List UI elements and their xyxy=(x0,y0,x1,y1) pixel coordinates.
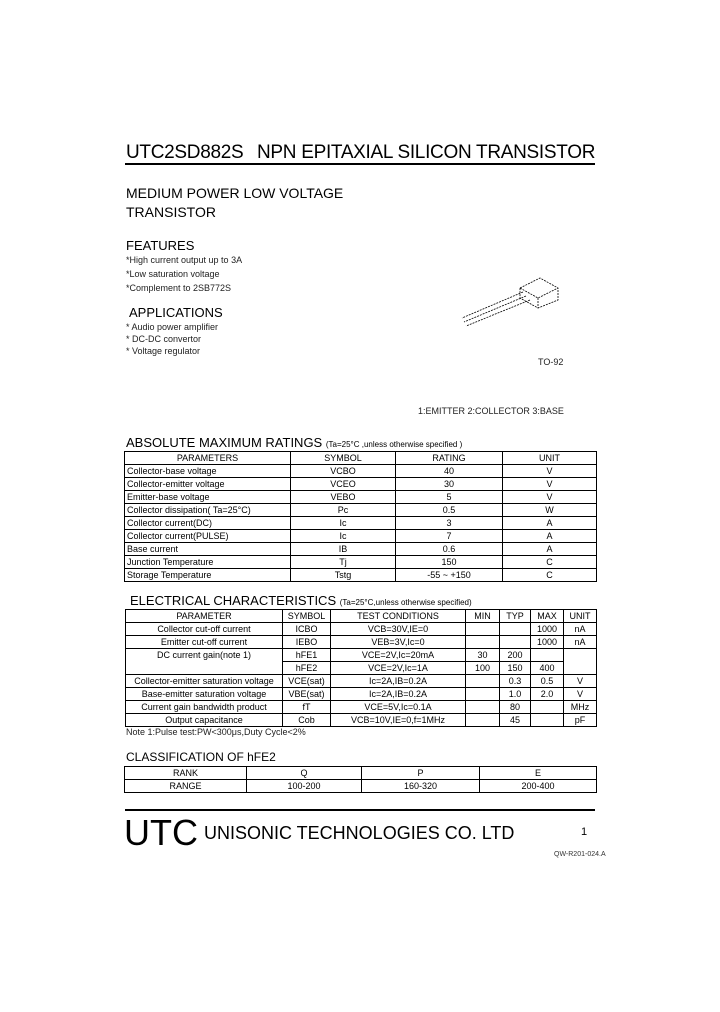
table-cell: V xyxy=(503,478,597,491)
table-cell: 200 xyxy=(500,649,531,662)
table-cell xyxy=(564,662,597,675)
table-cell: Output capacitance xyxy=(126,714,283,727)
header-cell: TYP xyxy=(500,610,531,623)
header-cell: TEST CONDITIONS xyxy=(331,610,466,623)
table-row xyxy=(125,504,597,517)
footer-rule xyxy=(125,809,595,811)
applications-heading: APPLICATIONS xyxy=(129,305,223,320)
table-cell: ICBO xyxy=(283,623,331,636)
table-row xyxy=(126,636,597,649)
table-cell xyxy=(466,701,500,714)
table-cell: Junction Temperature xyxy=(125,556,291,569)
table-row xyxy=(125,569,597,582)
table-row xyxy=(125,543,597,556)
table-row xyxy=(126,714,597,727)
table-cell: 45 xyxy=(500,714,531,727)
range-cell: 160-320 xyxy=(362,780,480,793)
table-row xyxy=(125,767,597,780)
table-cell: Base current xyxy=(125,543,291,556)
table-cell: Collector dissipation( Ta=25°C) xyxy=(125,504,291,517)
table-cell: 30 xyxy=(396,478,503,491)
utc-logo: UTC xyxy=(124,812,198,853)
header-cell: MIN xyxy=(466,610,500,623)
package-name: TO-92 xyxy=(538,357,564,367)
rank-label: RANK xyxy=(125,767,247,780)
table-cell: W xyxy=(503,504,597,517)
table-cell: VCE(sat) xyxy=(283,675,331,688)
table-row xyxy=(126,662,597,675)
table-cell: VCE=2V,Ic=1A xyxy=(331,662,466,675)
table-cell: nA xyxy=(564,623,597,636)
table-cell: Base-emitter saturation voltage xyxy=(126,688,283,701)
title-rule xyxy=(125,163,595,165)
table-cell: nA xyxy=(564,636,597,649)
table-cell: Collector current(DC) xyxy=(125,517,291,530)
table-cell: Tstg xyxy=(291,569,396,582)
header-cell: PARAMETER xyxy=(126,610,283,623)
table-cell xyxy=(531,649,564,662)
table-cell: 30 xyxy=(466,649,500,662)
range-label: RANGE xyxy=(125,780,247,793)
table-cell: 150 xyxy=(500,662,531,675)
table-row xyxy=(126,623,597,636)
table-row xyxy=(125,556,597,569)
table-cell: VCB=10V,IE=0,f=1MHz xyxy=(331,714,466,727)
table-cell: VCB=30V,IE=0 xyxy=(331,623,466,636)
range-cell: 200-400 xyxy=(480,780,597,793)
table-row xyxy=(125,465,597,478)
table-cell: Cob xyxy=(283,714,331,727)
header-cell: RATING xyxy=(396,452,503,465)
table-cell: 0.5 xyxy=(396,504,503,517)
table-cell: -55 ~ +150 xyxy=(396,569,503,582)
table-header-row xyxy=(126,610,597,623)
table-cell: IB xyxy=(291,543,396,556)
table-cell: Ic xyxy=(291,530,396,543)
table-row xyxy=(125,478,597,491)
table-cell: VCBO xyxy=(291,465,396,478)
elec-title: ELECTRICAL CHARACTERISTICS xyxy=(130,593,337,608)
table-cell: V xyxy=(564,675,597,688)
rank-cell: P xyxy=(362,767,480,780)
rank-cell: E xyxy=(480,767,597,780)
page-title: NPN EPITAXIAL SILICON TRANSISTOR xyxy=(257,142,596,163)
table-cell: Ic=2A,IB=0.2A xyxy=(331,675,466,688)
table-cell: V xyxy=(564,688,597,701)
table-cell: 150 xyxy=(396,556,503,569)
elec-heading xyxy=(130,593,472,608)
table-cell: Collector-base voltage xyxy=(125,465,291,478)
table-row xyxy=(126,649,597,662)
abs-max-table xyxy=(124,451,597,582)
table-row xyxy=(125,530,597,543)
table-cell: A xyxy=(503,517,597,530)
range-cell: 100-200 xyxy=(247,780,362,793)
table-cell: 0.6 xyxy=(396,543,503,556)
table-cell xyxy=(500,636,531,649)
table-cell xyxy=(466,636,500,649)
header-cell: SYMBOL xyxy=(291,452,396,465)
table-cell xyxy=(564,649,597,662)
table-cell: 1.0 xyxy=(500,688,531,701)
company-name: UNISONIC TECHNOLOGIES CO. LTD xyxy=(204,823,515,843)
table-cell: Collector-emitter saturation voltage xyxy=(126,675,283,688)
table-cell: 0.3 xyxy=(500,675,531,688)
table-cell: A xyxy=(503,530,597,543)
pin-assignment: 1:EMITTER 2:COLLECTOR 3:BASE xyxy=(418,406,564,416)
table-cell xyxy=(531,701,564,714)
classification-table xyxy=(124,766,597,793)
feature-item: *Complement to 2SB772S xyxy=(126,283,232,293)
table-cell: 0.5 xyxy=(531,675,564,688)
table-cell: VCE=2V,Ic=20mA xyxy=(331,649,466,662)
table-header-row xyxy=(125,452,597,465)
header-cell: UNIT xyxy=(503,452,597,465)
table-cell: Collector-emitter voltage xyxy=(125,478,291,491)
elec-footnote: Note 1:Pulse test:PW<300μs,Duty Cycle<2% xyxy=(126,727,306,737)
elec-table xyxy=(125,609,597,727)
table-cell: Emitter cut-off current xyxy=(126,636,283,649)
to92-package-drawing xyxy=(458,270,568,330)
header-cell: UNIT xyxy=(564,610,597,623)
table-cell: 80 xyxy=(500,701,531,714)
table-cell: VEB=3V,Ic=0 xyxy=(331,636,466,649)
table-cell: 1000 xyxy=(531,623,564,636)
elec-note: (Ta=25°C,unless otherwise specified) xyxy=(339,598,472,607)
table-cell: fT xyxy=(283,701,331,714)
application-item: * Audio power amplifier xyxy=(126,322,219,332)
table-cell: MHz xyxy=(564,701,597,714)
table-cell: 2.0 xyxy=(531,688,564,701)
table-cell: 1000 xyxy=(531,636,564,649)
feature-item: *High current output up to 3A xyxy=(126,255,243,265)
table-cell xyxy=(126,662,283,675)
table-cell: 3 xyxy=(396,517,503,530)
table-cell: hFE1 xyxy=(283,649,331,662)
table-cell: C xyxy=(503,556,597,569)
table-cell: Current gain bandwidth product xyxy=(126,701,283,714)
table-cell: 400 xyxy=(531,662,564,675)
abs-max-title: ABSOLUTE MAXIMUM RATINGS xyxy=(126,435,323,450)
application-item: * Voltage regulator xyxy=(126,346,201,356)
table-cell: Collector current(PULSE) xyxy=(125,530,291,543)
subtitle-line-2: TRANSISTOR xyxy=(126,204,216,220)
table-cell xyxy=(500,623,531,636)
application-item: * DC-DC convertor xyxy=(126,334,202,344)
table-row xyxy=(126,675,597,688)
table-cell: 100 xyxy=(466,662,500,675)
table-cell: Tj xyxy=(291,556,396,569)
table-cell xyxy=(466,688,500,701)
table-cell: VCEO xyxy=(291,478,396,491)
feature-item: *Low saturation voltage xyxy=(126,269,220,279)
header-cell: PARAMETERS xyxy=(125,452,291,465)
table-cell: VCE=5V,Ic=0.1A xyxy=(331,701,466,714)
table-cell: Pc xyxy=(291,504,396,517)
table-cell: hFE2 xyxy=(283,662,331,675)
table-cell: V xyxy=(503,465,597,478)
table-cell xyxy=(466,714,500,727)
table-cell: 7 xyxy=(396,530,503,543)
doc-code: QW-R201-024.A xyxy=(554,851,606,858)
abs-max-note: (Ta=25°C ,unless otherwise specified ) xyxy=(325,440,463,449)
table-cell: Storage Temperature xyxy=(125,569,291,582)
subtitle-line-1: MEDIUM POWER LOW VOLTAGE xyxy=(126,185,344,201)
abs-max-heading xyxy=(126,435,462,450)
header-cell: SYMBOL xyxy=(283,610,331,623)
header-cell: MAX xyxy=(531,610,564,623)
table-cell: Emitter-base voltage xyxy=(125,491,291,504)
table-cell: DC current gain(note 1) xyxy=(126,649,283,662)
table-cell: 40 xyxy=(396,465,503,478)
table-cell: pF xyxy=(564,714,597,727)
table-cell: Collector cut-off current xyxy=(126,623,283,636)
table-cell xyxy=(466,675,500,688)
rank-cell: Q xyxy=(247,767,362,780)
table-row xyxy=(126,688,597,701)
part-number: UTC2SD882S xyxy=(126,142,244,163)
page-number: 1 xyxy=(581,826,588,838)
features-heading: FEATURES xyxy=(126,238,195,253)
table-cell: Ic=2A,IB=0.2A xyxy=(331,688,466,701)
table-cell: V xyxy=(503,491,597,504)
table-cell xyxy=(466,623,500,636)
table-cell: IEBO xyxy=(283,636,331,649)
classification-heading: CLASSIFICATION OF hFE2 xyxy=(126,750,276,764)
table-row xyxy=(125,491,597,504)
table-cell: 5 xyxy=(396,491,503,504)
table-cell: A xyxy=(503,543,597,556)
table-cell xyxy=(531,714,564,727)
table-cell: VBE(sat) xyxy=(283,688,331,701)
table-cell: C xyxy=(503,569,597,582)
table-row xyxy=(125,780,597,793)
table-row xyxy=(126,701,597,714)
table-row xyxy=(125,517,597,530)
table-cell: Ic xyxy=(291,517,396,530)
table-cell: VEBO xyxy=(291,491,396,504)
